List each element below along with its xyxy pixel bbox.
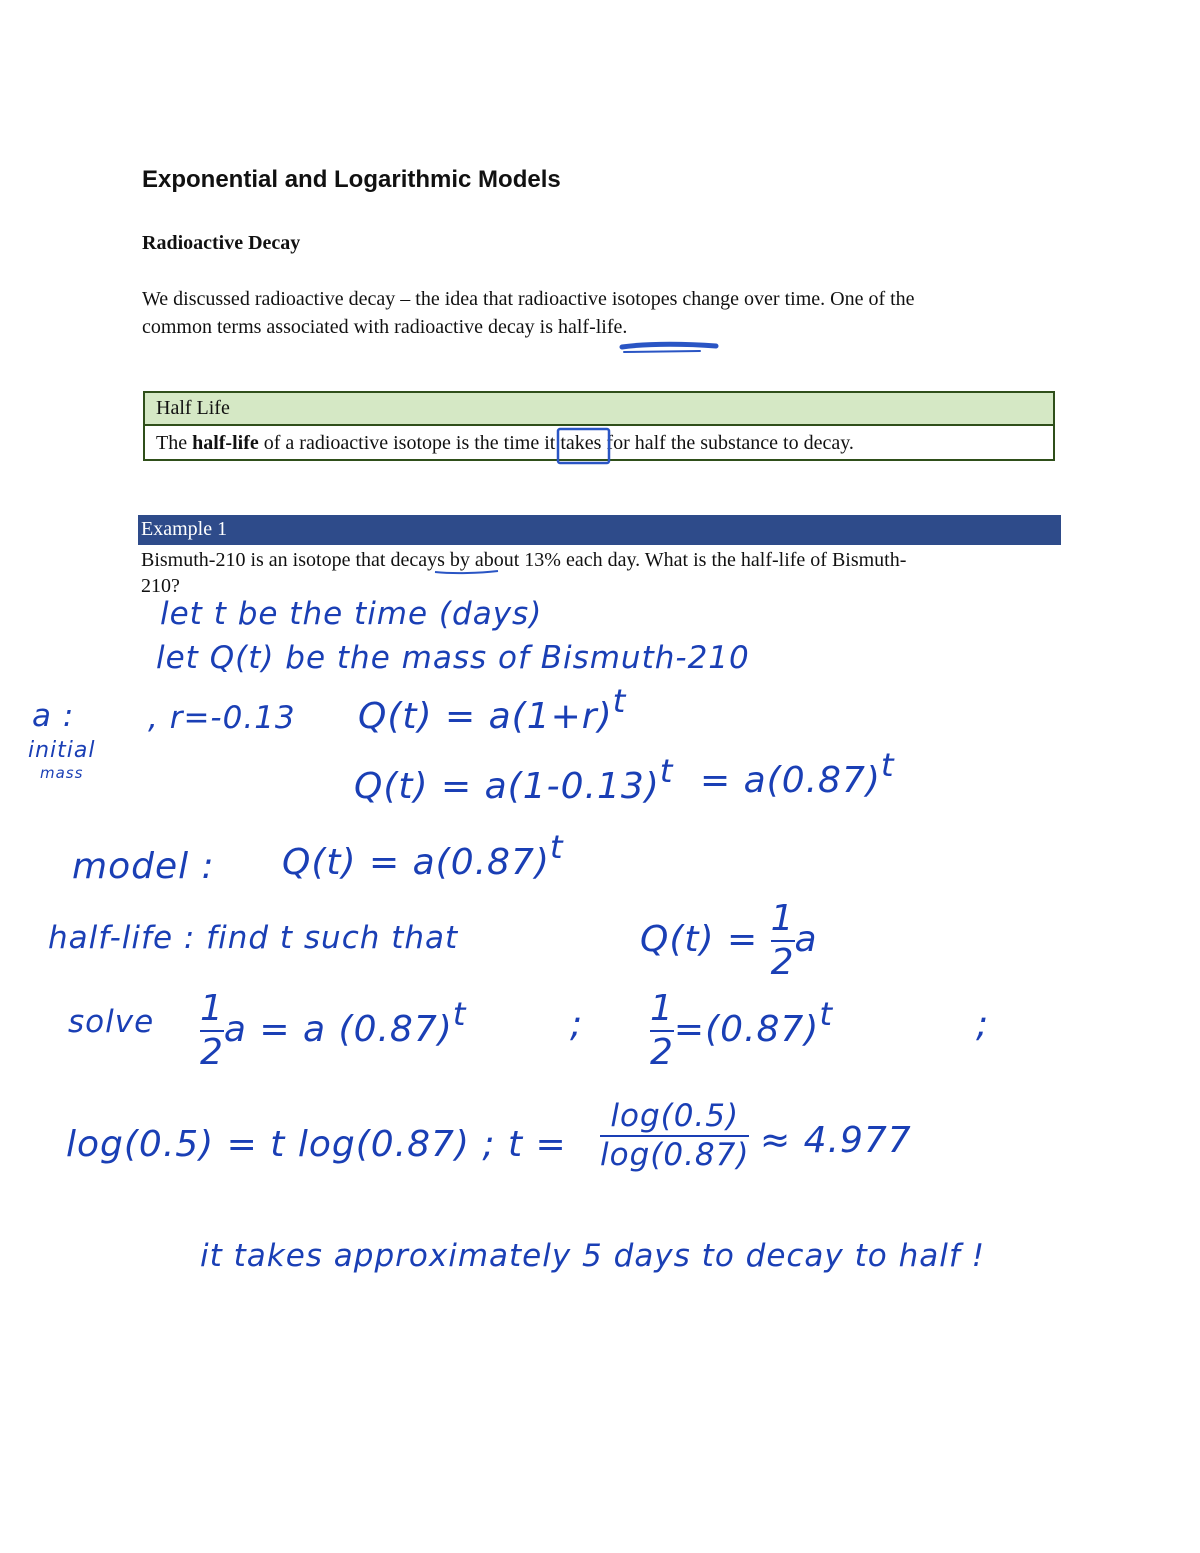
example-text-1: Bismuth-210 is an isotope that — [141, 549, 391, 571]
hw-hl-left: Q(t) = — [640, 918, 759, 960]
decays-underline — [435, 571, 498, 573]
hw-model-eq — [282, 827, 564, 883]
hw-side-a: a : — [32, 698, 75, 734]
half-life-underline — [622, 344, 716, 347]
example-text-3: 210? — [141, 575, 180, 597]
page-title: Exponential and Logarithmic Models — [142, 166, 561, 193]
hw-solve2-eq — [650, 990, 833, 1072]
hw-eq1-base: Q(t) = a(1+r) — [358, 696, 613, 737]
hw-log-num: log(0.5) — [610, 1098, 740, 1134]
hw-solve-den: 2 — [200, 1031, 224, 1073]
def-text-1: The — [156, 432, 193, 454]
def-text-2: of a radioactive isotope is the — [258, 432, 504, 454]
hw-solve-mid: a = a (0.87) — [223, 1008, 453, 1050]
def-bold-term: half-life — [192, 432, 259, 454]
hw-eq2-exp: t — [659, 751, 674, 790]
hw-model-base: Q(t) = a(0.87) — [282, 842, 550, 883]
section-heading: Radioactive Decay — [142, 232, 301, 254]
example-banner: Example 1 — [138, 515, 1061, 545]
hw-conclusion: it takes approximately 5 days to decay to half ! — [200, 1238, 986, 1274]
hw-log-eq: log(0.5) = t log(0.87) ; t = — [66, 1124, 567, 1165]
hw-solve-fraction — [200, 990, 224, 1072]
hw-halflife-eq — [640, 900, 818, 982]
hw-side-initial: initial — [28, 738, 96, 763]
intro-line1: We discussed radioactive decay – the idea that radioactive isotopes change over time. One of the — [142, 288, 915, 310]
hw-eq-substituted — [354, 751, 674, 807]
hw-solve2-den: 2 — [650, 1031, 674, 1073]
half-life-term: half-life. — [557, 316, 628, 338]
hw-solve-exp: t — [452, 994, 467, 1033]
hw-eq2-rhs: = a(0.87) — [700, 760, 881, 801]
hw-semicolon-2: ; — [976, 1004, 990, 1045]
hw-solve2-exp: t — [819, 994, 834, 1033]
hw-hl-num: 1 — [770, 898, 795, 939]
hw-log-result: ≈ 4.977 — [760, 1120, 912, 1161]
hw-let-t: let t be the time (days) — [160, 596, 543, 632]
definition-header: Half Life — [145, 393, 1053, 426]
hw-semicolon-1: ; — [570, 1004, 584, 1045]
hw-hl-a: a — [794, 918, 818, 960]
def-text-3: it takes for half the substance to decay. — [539, 432, 854, 454]
intro-line2: common terms associated with radioactive decay is — [142, 316, 558, 338]
def-boxed-term: time — [503, 432, 540, 454]
hw-hl-den: 2 — [770, 941, 795, 983]
hw-log-frac-inner — [600, 1100, 749, 1171]
hw-log-fraction — [600, 1100, 749, 1171]
hw-halflife-label: half-life : find t such that — [48, 920, 459, 956]
hw-hl-fraction — [771, 900, 795, 982]
example-decays-word: decays — [390, 549, 445, 571]
hw-log-den: log(0.87) — [600, 1136, 750, 1173]
hw-model-label: model : — [72, 846, 215, 887]
hw-solve2-rhs: =(0.87) — [673, 1008, 820, 1050]
half-life-underline-2 — [624, 351, 700, 352]
hw-r-value: , r=-0.13 — [148, 700, 296, 736]
hw-eq2-rhs-exp: t — [880, 745, 895, 784]
time-box — [558, 429, 609, 463]
hw-eq-simplified — [700, 745, 895, 801]
hw-eq2-base: Q(t) = a(1-0.13) — [354, 766, 660, 807]
hw-model-exp: t — [549, 827, 564, 866]
hw-eq1-exp: t — [612, 681, 627, 720]
hw-solve2-num: 1 — [650, 988, 674, 1029]
hw-side-mass: mass — [40, 764, 84, 782]
example-text-2: by about 13% each day. What is the half-life of Bismuth- — [444, 549, 907, 571]
hw-solve-eq — [200, 990, 466, 1072]
hw-solve2-fraction — [650, 990, 674, 1072]
hw-let-q: let Q(t) be the mass of Bismuth-210 — [156, 640, 750, 676]
hw-solve-num: 1 — [200, 988, 224, 1029]
hw-eq-general — [358, 681, 627, 737]
hw-solve-label: solve — [68, 1004, 155, 1040]
